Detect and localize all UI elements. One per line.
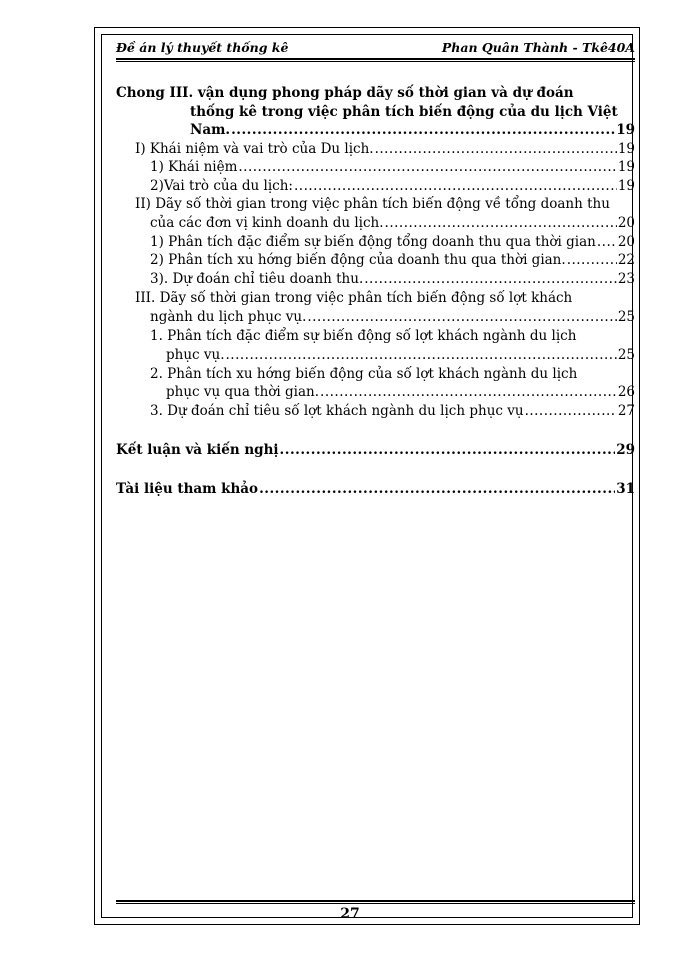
page-number: 27 [340,906,360,922]
header-title: Đề án lý thuyết thống kê [116,40,289,55]
toc-leader [238,158,616,176]
toc-leader [597,233,617,251]
toc-entry-conclusion[interactable] [116,441,635,459]
toc-page: 26 [617,384,635,400]
toc-leader [320,383,617,401]
toc-label: Tài liệu tham khảo [116,481,259,497]
toc-page: 19 [617,178,635,194]
toc-label: phục vụ. [166,347,225,363]
toc-label: 1) Khái niệm [150,159,238,175]
toc-page: 20 [617,234,635,250]
toc-page: 19 [617,141,635,157]
toc-leader [375,140,617,158]
toc-leader [525,402,617,420]
header-rule [116,58,635,60]
toc-label: của các đơn vị kinh doanh du lịch. [150,215,384,231]
toc-leader [364,270,617,288]
footer-rule [116,900,635,902]
toc-leader [567,251,617,269]
running-header [116,40,635,60]
toc-entry-chapter3[interactable] [190,121,635,139]
toc-s2-line1: II) Dãy số thời gian trong việc phân tích biến động về tổng doanh thu [135,196,610,212]
toc-s3-line1: III. Dãy số thời gian trong việc phân tích biến động số lợt khách [135,290,573,306]
toc-page: 19 [617,159,635,175]
toc-entry-s3[interactable] [150,308,635,326]
toc-entry-references[interactable] [116,480,635,498]
toc-leader [280,441,616,459]
toc-label: phục vụ qua thời gian. [166,384,320,400]
toc-label: 2)Vai trò của du lịch: [150,178,293,194]
toc-page: 20 [617,215,635,231]
toc-entry-s2-3[interactable] [150,270,635,288]
toc-entry-s3-2[interactable] [166,383,635,401]
toc-entry-s1[interactable] [135,140,635,158]
toc-s3-1-line1: 1. Phân tích đặc điểm sự biến động số lợt khách ngành du lịch [150,328,577,344]
toc-label: 2) Phân tích xu hớng biến động của doanh thu qua thời gian. [150,252,566,268]
header-author: Phan Quân Thành - Tkê40A [441,40,635,55]
toc-label: ngành du lịch phục vụ. [150,309,307,325]
toc-s3-2-line1: 2. Phân tích xu hớng biến động của số lợt khách ngành du lịch [150,366,578,382]
toc-page: 25 [617,309,635,325]
header-rule-thin [116,61,635,62]
toc-label: 3. Dự đoán chỉ tiêu số lợt khách ngành du lịch phục vụ [150,403,524,419]
toc-label: 1) Phân tích đặc điểm sự biến động tổng doanh thu qua thời gian [150,234,596,250]
toc-page: 31 [616,481,635,497]
toc-entry-s2[interactable] [150,214,635,232]
toc-page: 23 [617,271,635,287]
toc-entry-s3-3[interactable] [150,402,635,420]
toc-leader [226,346,617,364]
toc-entry-s1-1[interactable] [150,158,635,176]
toc-entry-s3-1[interactable] [166,346,635,364]
toc-label: Kết luận và kiến nghị [116,442,279,458]
footer-rule-thin [116,903,635,904]
toc-page: 22 [617,252,635,268]
toc-label: I) Khái niệm và vai trò của Du lịch. [135,141,374,157]
toc-leader [307,308,616,326]
toc-chapter3-line1: Chong III. vận dụng phong pháp dãy số thời gian và dự đoán [116,85,574,101]
toc-entry-s1-2[interactable] [150,177,635,195]
toc-entry-s2-2[interactable] [150,251,635,269]
toc-leader [294,177,617,195]
toc-leader [231,121,615,139]
toc-leader [385,214,617,232]
toc-chapter3-line2: thống kê trong việc phân tích biến động của du lịch Việt [190,104,618,120]
toc-page: 29 [616,442,635,458]
toc-label: Nam. [190,122,231,138]
toc-leader [259,480,615,498]
toc-page: 25 [617,347,635,363]
toc-label: 3). Dự đoán chỉ tiêu doanh thu. [150,271,364,287]
toc-page: 19 [616,122,635,138]
toc-page: 27 [617,403,635,419]
toc-entry-s2-1[interactable] [150,233,635,251]
